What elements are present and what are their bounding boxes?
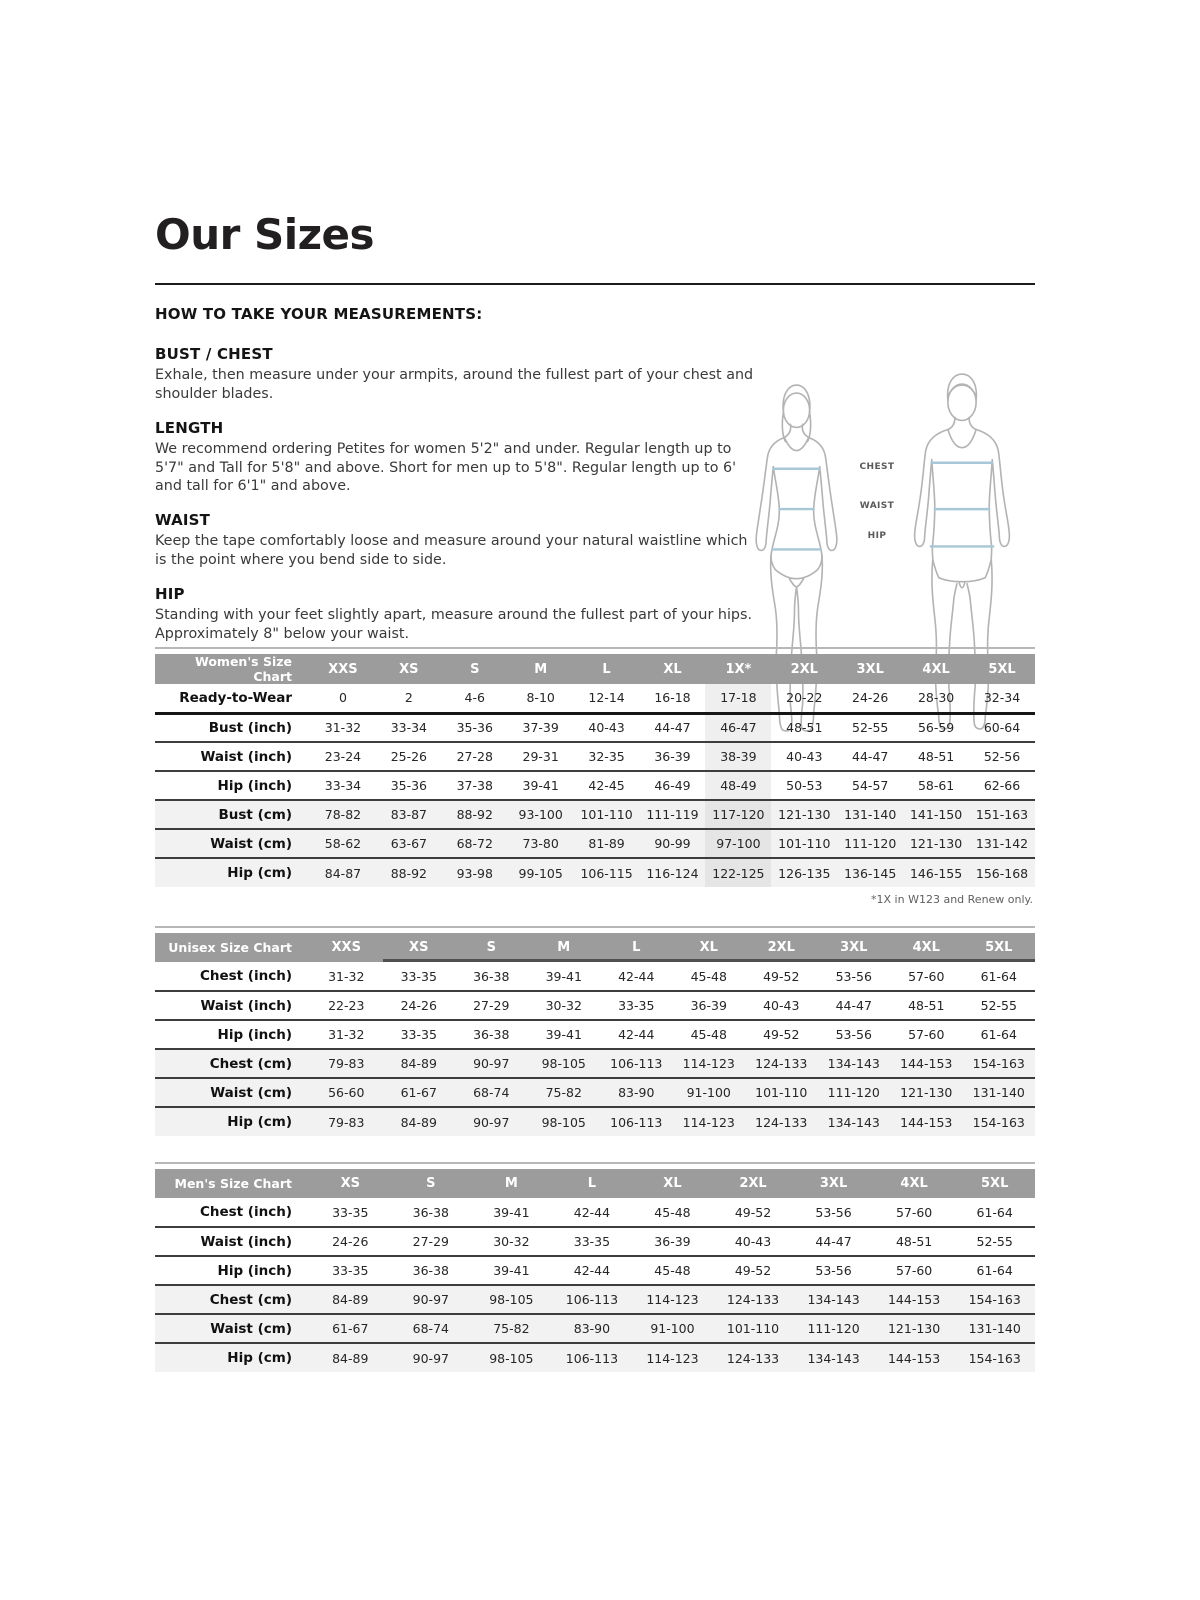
size-value-cell: 31-32: [324, 720, 362, 736]
size-value-cell: 121-130: [903, 829, 969, 858]
size-value-cell: 32-35: [588, 749, 625, 764]
size-value-cell: 121-130: [874, 1314, 955, 1343]
mens-size-chart-block: [155, 1162, 1035, 1372]
size-value-cell: 44-47: [654, 720, 691, 736]
size-guide-page: [155, 210, 1035, 1366]
unisex-size-column-S: S: [455, 933, 528, 962]
size-value-cell: 39-41: [493, 1204, 530, 1220]
section-body: Exhale, then measure under your armpits, around the fullest part of your chest and shoulder blades.: [155, 367, 754, 402]
size-value-cell: 36-38: [473, 968, 510, 984]
row-label: Ready-to-Wear: [179, 689, 292, 706]
size-value-cell: 81-89: [574, 829, 640, 858]
size-value-cell: 33-35: [618, 998, 655, 1013]
size-value-cell: 45-48: [690, 1027, 727, 1042]
size-value-cell: 16-18: [654, 690, 691, 706]
size-value-cell: 144-153: [874, 1285, 955, 1314]
size-value-cell: 60-64: [983, 720, 1021, 736]
size-value-cell: 101-110: [771, 829, 837, 858]
size-value-cell: 90-99: [640, 829, 706, 858]
men-size-column-2XL: 2XL: [713, 1169, 794, 1198]
size-value-cell: 52-56: [983, 749, 1021, 764]
size-value-cell: 121-130: [771, 800, 837, 829]
size-value-cell: 36-39: [690, 998, 727, 1013]
size-value-cell: 99-105: [508, 858, 574, 887]
size-value-cell: 144-153: [890, 1049, 963, 1078]
women-size-column-XS: XS: [376, 654, 442, 684]
chest-line-label: CHEST: [859, 462, 895, 472]
size-value-cell: 30-32: [545, 998, 582, 1013]
size-value-cell: 93-100: [508, 800, 574, 829]
size-value-cell: 68-74: [391, 1314, 472, 1343]
size-value-cell: 42-44: [618, 968, 655, 984]
table-row: [155, 742, 1035, 771]
womens-size-chart-table: [155, 654, 1035, 887]
size-value-cell: 24-26: [852, 690, 889, 706]
size-value-cell: 90-97: [391, 1343, 472, 1372]
size-value-cell: 98-105: [528, 1049, 601, 1078]
size-value-cell: 31-32: [328, 1027, 365, 1042]
size-value-cell: 48-51: [908, 998, 945, 1013]
size-value-cell: 61-64: [976, 1204, 1013, 1220]
size-value-cell: 17-18: [705, 684, 771, 713]
row-label: Hip (cm): [155, 858, 310, 887]
size-value-cell: 68-74: [455, 1078, 528, 1107]
size-charts: [155, 647, 1035, 1372]
men-size-column-L: L: [552, 1169, 633, 1198]
size-value-cell: 114-123: [632, 1343, 713, 1372]
table-row: [155, 1314, 1035, 1343]
size-value-cell: 35-36: [456, 720, 493, 736]
measurement-instructions: [155, 305, 755, 644]
size-value-cell: 90-97: [455, 1107, 528, 1136]
men-size-column-XS: XS: [310, 1169, 391, 1198]
size-value-cell: 37-38: [456, 778, 493, 793]
size-value-cell: 126-135: [771, 858, 837, 887]
size-value-cell: 68-72: [442, 829, 508, 858]
table-row: [155, 991, 1035, 1020]
size-value-cell: 25-26: [390, 749, 428, 764]
size-value-cell: 33-35: [332, 1204, 369, 1220]
size-value-cell: 136-145: [837, 858, 903, 887]
table-row: [155, 800, 1035, 829]
table-row: [155, 1198, 1035, 1227]
size-value-cell: 27-29: [412, 1234, 449, 1249]
table-top-rule: [155, 647, 1035, 649]
size-value-cell: 63-67: [376, 829, 442, 858]
size-value-cell: 42-44: [573, 1263, 611, 1278]
size-value-cell: 42-44: [573, 1204, 611, 1220]
size-value-cell: 141-150: [903, 800, 969, 829]
size-value-cell: 93-98: [442, 858, 508, 887]
size-value-cell: 4-6: [464, 690, 485, 706]
size-value-cell: 42-44: [618, 1027, 655, 1042]
size-value-cell: 146-155: [903, 858, 969, 887]
size-value-cell: 131-140: [954, 1314, 1035, 1343]
women-size-column-XL: XL: [640, 654, 706, 684]
size-value-cell: 134-143: [818, 1049, 891, 1078]
women-size-column-S: S: [442, 654, 508, 684]
unisex-size-column-3XL: 3XL: [818, 933, 891, 962]
size-value-cell: 75-82: [528, 1078, 601, 1107]
table-row: [155, 771, 1035, 800]
title-divider: [155, 283, 1035, 285]
size-value-cell: 8-10: [526, 690, 555, 706]
size-value-cell: 91-100: [673, 1078, 746, 1107]
unisex-size-column-2XL: 2XL: [745, 933, 818, 962]
table-row: [155, 1107, 1035, 1136]
size-value-cell: 90-97: [391, 1285, 472, 1314]
size-value-cell: 33-35: [332, 1263, 369, 1278]
size-value-cell: 106-115: [574, 858, 640, 887]
size-value-cell: 29-31: [522, 749, 559, 764]
size-value-cell: 39-41: [545, 1027, 582, 1042]
size-value-cell: 131-140: [963, 1078, 1036, 1107]
row-label: Waist (inch): [200, 748, 292, 765]
size-value-cell: 144-153: [890, 1107, 963, 1136]
size-value-cell: 58-61: [917, 778, 955, 793]
size-value-cell: 46-47: [705, 713, 771, 742]
size-value-cell: 62-66: [983, 778, 1021, 793]
size-value-cell: 101-110: [574, 800, 640, 829]
women-size-column-4XL: 4XL: [903, 654, 969, 684]
row-label: Waist (cm): [155, 1314, 310, 1343]
size-value-cell: 156-168: [969, 858, 1035, 887]
women-size-column-1X: 1X*: [705, 654, 771, 684]
size-value-cell: 101-110: [745, 1078, 818, 1107]
size-value-cell: 48-51: [917, 749, 955, 764]
size-value-cell: 131-142: [969, 829, 1035, 858]
size-value-cell: 36-39: [654, 749, 691, 764]
size-value-cell: 134-143: [793, 1285, 874, 1314]
size-value-cell: 40-43: [734, 1234, 772, 1249]
size-value-cell: 50-53: [786, 778, 823, 793]
size-value-cell: 106-113: [552, 1343, 633, 1372]
size-value-cell: 35-36: [390, 778, 428, 793]
size-value-cell: 27-29: [473, 998, 510, 1013]
size-value-cell: 39-41: [545, 968, 582, 984]
size-value-cell: 84-89: [310, 1285, 391, 1314]
size-value-cell: 88-92: [442, 800, 508, 829]
size-value-cell: 24-26: [400, 998, 437, 1013]
unisex-size-chart-table: [155, 933, 1035, 1136]
size-value-cell: 97-100: [705, 829, 771, 858]
size-value-cell: 154-163: [954, 1343, 1035, 1372]
women-size-column-3XL: 3XL: [837, 654, 903, 684]
size-value-cell: 106-113: [600, 1049, 673, 1078]
size-value-cell: 2: [404, 690, 413, 706]
size-value-cell: 101-110: [713, 1314, 794, 1343]
table-row: [155, 1343, 1035, 1372]
table-row: [155, 962, 1035, 991]
size-value-cell: 154-163: [954, 1285, 1035, 1314]
size-value-cell: 44-47: [852, 749, 889, 764]
size-value-cell: 45-48: [654, 1263, 691, 1278]
size-value-cell: 88-92: [376, 858, 442, 887]
size-value-cell: 57-60: [895, 1263, 933, 1278]
size-value-cell: 73-80: [508, 829, 574, 858]
page-title: Our Sizes: [155, 210, 375, 259]
size-value-cell: 53-56: [815, 1204, 852, 1220]
unisex-chart-title: Unisex Size Chart: [155, 933, 310, 962]
size-value-cell: 30-32: [493, 1234, 530, 1249]
size-value-cell: 111-120: [818, 1078, 891, 1107]
size-value-cell: 117-120: [705, 800, 771, 829]
size-value-cell: 39-41: [493, 1263, 530, 1278]
section-heading: BUST / CHEST: [155, 345, 273, 363]
section-heading: LENGTH: [155, 418, 224, 437]
table-row: [155, 1227, 1035, 1256]
size-value-cell: 57-60: [895, 1204, 933, 1220]
size-value-cell: 114-123: [632, 1285, 713, 1314]
size-value-cell: 33-34: [324, 778, 362, 793]
row-label: Waist (inch): [200, 997, 292, 1014]
size-value-cell: 124-133: [713, 1285, 794, 1314]
size-value-cell: 75-82: [471, 1314, 552, 1343]
size-value-cell: 57-60: [908, 968, 945, 984]
size-value-cell: 32-34: [983, 690, 1021, 706]
size-value-cell: 56-60: [310, 1078, 383, 1107]
table-row: [155, 1049, 1035, 1078]
size-value-cell: 36-38: [473, 1027, 510, 1042]
table-row: [155, 1285, 1035, 1314]
table-row: [155, 1020, 1035, 1049]
section-heading: HIP: [155, 585, 185, 604]
size-value-cell: 124-133: [713, 1343, 794, 1372]
size-value-cell: 40-43: [786, 749, 823, 764]
women-size-column-M: M: [508, 654, 574, 684]
row-label: Hip (cm): [155, 1107, 310, 1136]
size-value-cell: 111-119: [640, 800, 706, 829]
size-value-cell: 12-14: [588, 690, 625, 706]
size-value-cell: 49-52: [734, 1263, 772, 1278]
row-label: Waist (inch): [200, 1233, 292, 1250]
size-value-cell: 124-133: [745, 1049, 818, 1078]
unisex-size-column-5XL: 5XL: [963, 933, 1036, 962]
women-chart-title: Women's Size Chart: [155, 654, 310, 684]
size-value-cell: 121-130: [890, 1078, 963, 1107]
size-value-cell: 37-39: [522, 720, 559, 736]
size-value-cell: 131-140: [837, 800, 903, 829]
size-value-cell: 39-41: [522, 778, 559, 793]
size-value-cell: 0: [338, 690, 347, 706]
size-value-cell: 48-51: [895, 1234, 933, 1249]
size-value-cell: 45-48: [690, 968, 727, 984]
size-value-cell: 36-38: [412, 1263, 449, 1278]
size-value-cell: 40-43: [763, 998, 800, 1013]
table-row: [155, 1078, 1035, 1107]
size-value-cell: 83-90: [600, 1078, 673, 1107]
size-value-cell: 38-39: [705, 742, 771, 771]
size-value-cell: 79-83: [310, 1107, 383, 1136]
section-heading: WAIST: [155, 511, 211, 530]
row-label: Waist (cm): [155, 829, 310, 858]
unisex-size-column-XL: XL: [673, 933, 746, 962]
size-value-cell: 22-23: [328, 998, 365, 1013]
size-value-cell: 134-143: [818, 1107, 891, 1136]
row-label: Chest (inch): [199, 1204, 292, 1220]
unisex-size-column-XS: XS: [383, 933, 456, 962]
size-value-cell: 33-35: [400, 1027, 437, 1042]
table-row: [155, 713, 1035, 742]
size-value-cell: 40-43: [588, 720, 625, 736]
size-value-cell: 23-24: [324, 749, 362, 764]
size-value-cell: 52-55: [852, 720, 889, 736]
unisex-size-column-XXS: XXS: [310, 933, 383, 962]
row-label: Bust (inch): [208, 719, 292, 736]
size-value-cell: 48-51: [786, 720, 823, 736]
size-value-cell: 144-153: [874, 1343, 955, 1372]
men-size-column-4XL: 4XL: [874, 1169, 955, 1198]
unisex-size-column-M: M: [528, 933, 601, 962]
size-value-cell: 154-163: [963, 1049, 1036, 1078]
size-value-cell: 114-123: [673, 1107, 746, 1136]
size-value-cell: 154-163: [963, 1107, 1036, 1136]
size-value-cell: 61-67: [310, 1314, 391, 1343]
unisex-size-column-L: L: [600, 933, 673, 962]
women-size-column-XXS: XXS: [310, 654, 376, 684]
size-value-cell: 33-35: [400, 968, 437, 984]
row-label: Hip (cm): [155, 1343, 310, 1372]
size-value-cell: 44-47: [835, 998, 872, 1013]
one-x-footnote: *1X in W123 and Renew only.: [871, 893, 1033, 906]
table-row: [155, 684, 1035, 713]
size-value-cell: 27-28: [456, 749, 493, 764]
row-label: Hip (inch): [217, 777, 292, 794]
row-label: Chest (cm): [155, 1285, 310, 1314]
size-value-cell: 111-120: [793, 1314, 874, 1343]
size-value-cell: 134-143: [793, 1343, 874, 1372]
size-value-cell: 33-35: [573, 1234, 611, 1249]
section-body: Keep the tape comfortably loose and measure around your natural waistline which is the point where you bend side to side.: [155, 533, 748, 569]
size-value-cell: 45-48: [654, 1204, 691, 1220]
size-value-cell: 28-30: [917, 690, 955, 706]
size-value-cell: 31-32: [328, 968, 365, 984]
unisex-size-chart-block: [155, 926, 1035, 1136]
size-value-cell: 20-22: [786, 690, 823, 706]
row-label: Bust (cm): [155, 800, 310, 829]
men-size-column-M: M: [471, 1169, 552, 1198]
size-value-cell: 91-100: [632, 1314, 713, 1343]
size-value-cell: 122-125: [705, 858, 771, 887]
size-value-cell: 24-26: [332, 1234, 369, 1249]
size-value-cell: 49-52: [763, 1027, 800, 1042]
unisex-size-column-4XL: 4XL: [890, 933, 963, 962]
size-value-cell: 106-113: [552, 1285, 633, 1314]
row-label: Chest (inch): [199, 968, 292, 984]
size-value-cell: 83-90: [552, 1314, 633, 1343]
size-value-cell: 56-59: [917, 720, 955, 736]
size-value-cell: 90-97: [455, 1049, 528, 1078]
size-value-cell: 124-133: [745, 1107, 818, 1136]
women-size-column-5XL: 5XL: [969, 654, 1035, 684]
size-value-cell: 58-62: [310, 829, 376, 858]
size-value-cell: 53-56: [835, 968, 872, 984]
row-label: Chest (cm): [155, 1049, 310, 1078]
hip-line-label: HIP: [867, 531, 887, 541]
size-value-cell: 57-60: [908, 1027, 945, 1042]
row-label: Waist (cm): [155, 1078, 310, 1107]
size-value-cell: 61-67: [383, 1078, 456, 1107]
table-top-rule: [155, 1162, 1035, 1164]
section-length: [155, 419, 755, 497]
how-to-heading: HOW TO TAKE YOUR MEASUREMENTS:: [155, 305, 483, 323]
size-value-cell: 44-47: [815, 1234, 852, 1249]
size-value-cell: 36-39: [654, 1234, 691, 1249]
section-hip: [155, 585, 755, 644]
size-value-cell: 53-56: [835, 1027, 872, 1042]
size-value-cell: 116-124: [640, 858, 706, 887]
size-value-cell: 114-123: [673, 1049, 746, 1078]
size-value-cell: 98-105: [471, 1285, 552, 1314]
size-value-cell: 52-55: [980, 998, 1017, 1013]
table-row: [155, 858, 1035, 887]
size-value-cell: 84-89: [383, 1107, 456, 1136]
size-value-cell: 79-83: [310, 1049, 383, 1078]
size-value-cell: 54-57: [852, 778, 889, 793]
size-value-cell: 48-49: [705, 771, 771, 800]
size-value-cell: 111-120: [837, 829, 903, 858]
section-body: We recommend ordering Petites for women 5'2" and under. Regular length up to 5'7" and Tall for 5'8" and above. Short for men up to 5'8". Regular length up to 6' and tall for 6'1" and above.: [155, 440, 737, 495]
size-value-cell: 61-64: [976, 1263, 1013, 1278]
row-label: Hip (inch): [217, 1026, 292, 1043]
size-value-cell: 49-52: [763, 968, 800, 984]
section-bust-chest: [155, 345, 755, 404]
section-body: Standing with your feet slightly apart, measure around the fullest part of your hips. Approximately 8" below your waist.: [155, 607, 752, 642]
size-value-cell: 106-113: [600, 1107, 673, 1136]
women-size-column-L: L: [574, 654, 640, 684]
row-label: Hip (inch): [217, 1262, 292, 1279]
size-value-cell: 78-82: [310, 800, 376, 829]
size-value-cell: 49-52: [734, 1204, 772, 1220]
measurement-lines: [931, 463, 994, 547]
men-size-column-5XL: 5XL: [954, 1169, 1035, 1198]
size-value-cell: 53-56: [815, 1263, 852, 1278]
mens-size-chart-table: [155, 1169, 1035, 1372]
size-value-cell: 61-64: [980, 1027, 1017, 1042]
size-value-cell: 83-87: [376, 800, 442, 829]
size-value-cell: 52-55: [976, 1234, 1013, 1249]
measurement-lines: [772, 469, 820, 550]
men-size-column-S: S: [391, 1169, 472, 1198]
size-value-cell: 33-34: [390, 720, 428, 736]
section-waist: [155, 511, 755, 570]
men-size-column-XL: XL: [632, 1169, 713, 1198]
table-row: [155, 1256, 1035, 1285]
size-value-cell: 84-89: [383, 1049, 456, 1078]
size-value-cell: 84-89: [310, 1343, 391, 1372]
size-value-cell: 61-64: [980, 968, 1017, 984]
table-top-rule: [155, 926, 1035, 928]
size-value-cell: 42-45: [588, 778, 625, 793]
women-size-column-2XL: 2XL: [771, 654, 837, 684]
size-value-cell: 98-105: [528, 1107, 601, 1136]
size-value-cell: 36-38: [412, 1204, 449, 1220]
womens-size-chart-block: [155, 647, 1035, 906]
men-size-column-3XL: 3XL: [793, 1169, 874, 1198]
size-value-cell: 98-105: [471, 1343, 552, 1372]
waist-line-label: WAIST: [859, 501, 895, 511]
size-value-cell: 84-87: [310, 858, 376, 887]
size-value-cell: 151-163: [969, 800, 1035, 829]
men-chart-title: Men's Size Chart: [155, 1169, 310, 1198]
size-value-cell: 46-49: [654, 778, 691, 793]
table-row: [155, 829, 1035, 858]
